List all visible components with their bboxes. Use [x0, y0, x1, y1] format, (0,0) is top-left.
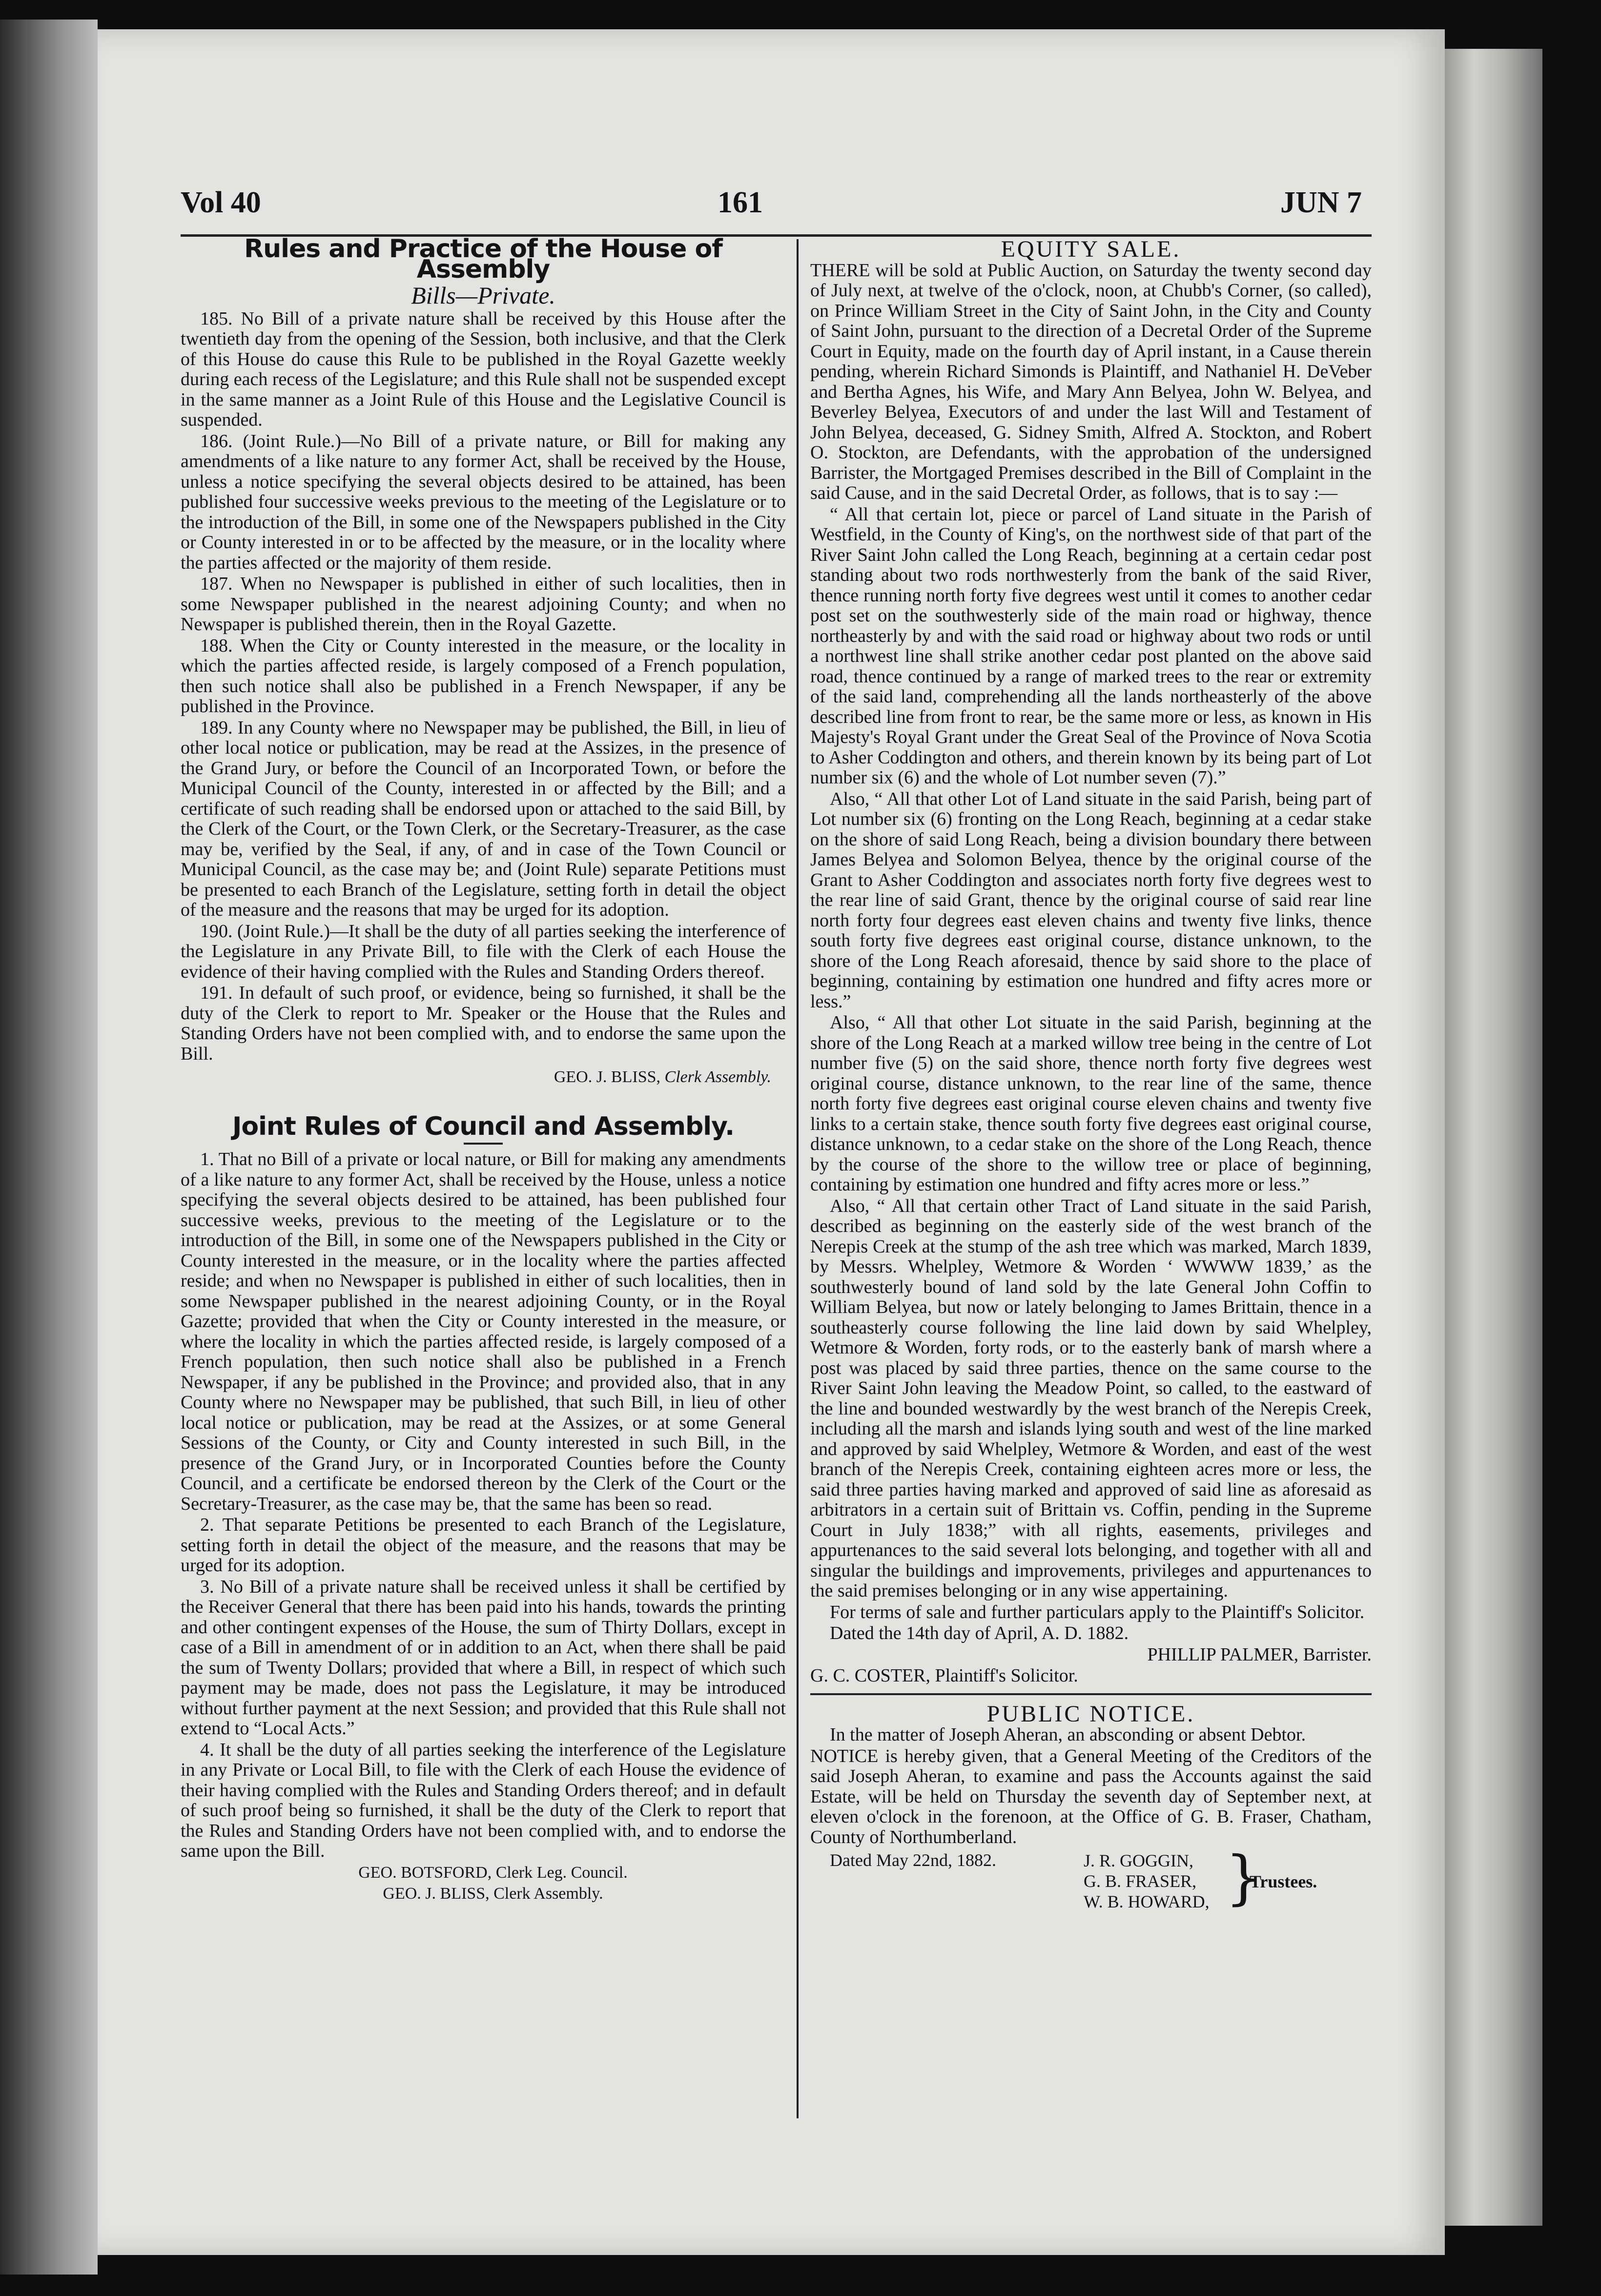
notice-body: NOTICE is hereby given, that a General Meeting of the Creditors of the said Joseph Aheran, to examine and pass the Accounts against the said Estate, will be held on Thursday the seventh day of September next, at eleven o'clock in the forenoon, at the Office of G. B. Fraser, Chatham, County of Northumberland. — [810, 1745, 1372, 1847]
rule-191: 191. In default of such proof, or evidence, being so furnished, it shall be the duty of the Clerk to report to Mr. Speaker or the House that the Rules and Standing Orders have not been complied with, and to endorse the same upon the Bill. — [181, 983, 786, 1064]
joint-rules-title: Joint Rules of Council and Assembly. — [232, 1111, 734, 1141]
book-page-edge-right — [1445, 49, 1542, 2226]
rules-title: Rules and Practice of the House of Assembly — [244, 234, 722, 284]
brace-glyph: } — [1225, 1844, 1263, 1912]
equity-lot-4: Also, “ All that certain other Tract of Land situate in the said Parish, described as beginning on the easterly side of the west branch of the Nerepis Creek at the stump of the ash tree which was marked, March 1839, by Messrs. Whelpley, Wetmore & Worden ‘ WWWW 1839,’ as the southwesterly bound of land sold by the late General John Coffin to William Belyea, but now or lately belonging to James Brittain, thence in a southeasterly course following the line laid down by said Whelpley, Wetmore & Worden, forty rods, or to the easterly bank of marsh where a post was placed by said three parties, thence on the same course to the River Saint John leaving the Meadow Point, so called, to the eastward of the line and bounded westwardly by the west branch of the Nerepis Creek, including all the marsh and islands lying south and west of the line marked and approved by said Whelpley, Wetmore & Worden, and east of the west branch of the Nerepis Creek, containing eighteen acres more or less, the said three parties having marked and approved of said line as aforesaid as arbitrators in a certain suit of Brittain vs. Coffin, pending in the Supreme Court in July 1838;” with all rights, easements, privileges and appurtenances to the said several lots belonging, and together with all and singular the buildings and improvements, privileges and appurtenances to the said premises belonging or in any wise appertaining. — [810, 1195, 1372, 1601]
public-notice-title: PUBLIC NOTICE. — [986, 1701, 1195, 1727]
rule-190: 190. (Joint Rule.)—It shall be the duty of all parties seeking the interference of the Legislature in any Private Bill, to file with the Clerk of each House the evidence of their having complied with the Rules and Standing Orders thereof. — [181, 921, 786, 982]
rule-185: 185. No Bill of a private nature shall be received by this House after the twentieth day from the opening of the Session, both inclusive, and that the Clerk of this House do cause this Rule to be published in the Royal Gazette weekly during each recess of the Legislature; and this Rule shall not be suspended except in the same manner as a Joint Rule of this House and the Legislative Council is suspended. — [181, 308, 786, 430]
rule-186: 186. (Joint Rule.)—No Bill of a private nature, or Bill for making any amendments of a like nature to any former Act, shall be received by the House, unless a notice specifying the several objects desired to be attained, has been published four successive weeks previous to the meeting of the Legislature or to the introduction of the Bill, in some one of the Newspapers published in the City or County interested in or to be affected by the measure, or in the locality where the parties affected or the majority of them reside. — [181, 430, 786, 573]
rules-signature-role: Clerk Assembly. — [664, 1068, 771, 1086]
left-column — [181, 234, 786, 2192]
rule-187: 187. When no Newspaper is published in either of such localities, then in some Newspaper published in the nearest adjoining County; and when no Newspaper is published therein, then in the Royal Gazette. — [181, 574, 786, 635]
rules-subtitle: Bills—Private. — [411, 282, 555, 309]
trustees-role: Trustees. — [1250, 1872, 1317, 1891]
rules-signature-name: GEO. J. BLISS, — [554, 1068, 661, 1086]
rules-signature — [181, 1067, 771, 1087]
rule-188: 188. When the City or County interested in the measure, or the locality in which the parties affected reside, is largely composed of a French population, then such notice shall also be published in a French Newspaper, if any be published in the Province. — [181, 635, 786, 717]
volume-number: Vol 40 — [181, 186, 261, 219]
equity-terms: For terms of sale and further particulars apply to the Plaintiff's Solicitor. — [830, 1601, 1365, 1622]
section-rule — [810, 1693, 1372, 1695]
notice-dated: Dated May 22nd, 1882. — [830, 1850, 996, 1870]
equity-sale-title: EQUITY SALE. — [1001, 236, 1181, 262]
equity-solicitor: G. C. COSTER, Plaintiff's Solicitor. — [810, 1665, 1078, 1686]
equity-barrister: PHILLIP PALMER, Barrister. — [1147, 1644, 1372, 1665]
joint-rule-4: 4. It shall be the duty of all parties seeking the interference of the Legislature in any Private or Local Bill, to file with the Clerk of each House the evidence of their having complied with the Rules and Standing Orders thereof; and in default of such proof being so furnished, it shall be the duty of the Clerk to report that the Rules and Standing Orders have not been complied with, and to endorse the same upon the Bill. — [181, 1739, 786, 1861]
joint-rule-3: 3. No Bill of a private nature shall be received unless it shall be certified by the Receiver General that there has been paid into his hands, towards the printing and other contingent expenses of the House, the sum of Thirty Dollars, except in case of a Bill in amendment of or in addition to an Act, when there shall be paid the sum of Twenty Dollars; provided that where a Bill, in respect of which such payment may be made, does not pass the Legislature, it may be introduced without further payment at the next Session; and provided that this Rule shall not extend to “Local Acts.” — [181, 1576, 786, 1739]
masthead — [181, 176, 1372, 237]
equity-lot-3: Also, “ All that other Lot situate in the said Parish, beginning at the shore of the Long Reach at a marked willow tree being in the centre of Lot number five (5) on the said shore, thence north forty five degrees west original course, distance unknown, to the rear line of the same, thence north forty five degrees east original course eleven chains and twenty five links to a certain stake, thence south forty five degrees east original course, distance unknown, to a cedar stake on the shore of the Long Reach, thence by the course of the shore to the willow tree or place of beginning, containing by estimation one hundred and fifty acres more or less.” — [810, 1012, 1372, 1195]
column-divider — [797, 239, 799, 2118]
equity-intro: THERE will be sold at Public Auction, on Saturday the twenty second day of July next, at twelve of the o'clock, noon, at Chubb's Corner, (so called), on Prince William Street in the City of Saint John, in the City and County of Saint John, pursuant to the direction of a Decretal Order of the Supreme Court in Equity, made on the fourth day of April instant, in a Cause therein pending, wherein Richard Simonds is Plaintiff, and Nathaniel H. DeVeber and Bertha Agnes, his Wife, and Mary Ann Belyea, John W. Belyea, and Beverley Belyea, Executors of and under the last Will and Testament of John Belyea, deceased, G. Sidney Smith, Alfred A. Stockton, and Robert O. Stockton, are Defendants, with the approbation of the undersigned Barrister, the Mortgaged Premises described in the Bill of Complaint in the said Cause, and in the said Decretal Order, as follows, that is to say :— — [810, 260, 1372, 503]
book-spine-left — [0, 20, 98, 2275]
trustee-name: G. B. FRASER, — [1084, 1871, 1197, 1891]
equity-dated: Dated the 14th day of April, A. D. 1882. — [830, 1623, 1129, 1643]
trustee-name: W. B. HOWARD, — [1084, 1892, 1210, 1911]
rule-189: 189. In any County where no Newspaper may be published, the Bill, in lieu of other local notice or publication, may be read at the Assizes, in the presence of the Grand Jury, or before the Council of an Incorporated Town, or before the Municipal Council of the County, interested in or affected by the Bill; and a certificate of such reading shall be endorsed upon or attached to the said Bill, by the Clerk of the Court, or the Town Clerk, or the Secretary-Treasurer, as the case may be, verified by the Seal, if any, of and in case of the Town Council or Municipal Council, as the case may be; and (Joint Rule) separate Petitions must be presented to each Branch of the Legislature, setting forth in detail the object of the measure and the reasons that may be urged for its adoption. — [181, 717, 786, 920]
issue-date: JUN 7 — [1280, 186, 1362, 219]
trustee-names — [1084, 1850, 1210, 1912]
trustees-block — [810, 1844, 1372, 1914]
notice-matter: In the matter of Joseph Aheran, an absconding or absent Debtor. — [830, 1724, 1306, 1745]
equity-lot-2: Also, “ All that other Lot of Land situate in the said Parish, being part of Lot number six (6) fronting on the Long Reach, beginning at a cedar stake on the shore of said Long Reach, being a division boundary there between James Belyea and Solomon Belyea, thence by the original course of the Grant to Asher Coddington and associates north forty five degrees west to the rear line of said Grant, thence by the original course of said rear line north forty four degrees east eleven chains and twenty five links, thence south forty five degrees east original course, distance unknown, to the shore of the Long Reach aforesaid, thence by said shore to the place of beginning, containing by estimation one hundred and fifty acres more or less.” — [810, 788, 1372, 1012]
trustee-name: J. R. GOGGIN, — [1084, 1851, 1193, 1870]
page-number: 161 — [718, 186, 763, 219]
joint-signature-2: GEO. J. BLISS, Clerk Assembly. — [383, 1885, 603, 1903]
equity-lot-1: “ All that certain lot, piece or parcel of Land situate in the Parish of Westfield, in the County of King's, on the northwest side of that part of the River Saint John called the Long Reach, beginning at a certain cedar post standing about two rods northwesterly from the bank of the said River, thence running north forty five degrees west until it comes to another cedar post set on the southwesterly side of the main road or highway, thence northeasterly by and with the said road or highway about two rods or until a northwest line shall strike another cedar post planted on the above said road, thence continued by a range of marked trees to the rear or extremity of the said land, comprehending all the lands northeasterly of the above described line from front to rear, be the same more or less, as known in His Majesty's Royal Grant under the Great Seal of the Province of Nova Scotia to Asher Coddington and others, and therein known by its being part of Lot number six (6) and the whole of Lot number seven (7).” — [810, 504, 1372, 788]
joint-signature-1: GEO. BOTSFORD, Clerk Leg. Council. — [358, 1863, 628, 1882]
title-rule — [464, 1143, 503, 1145]
right-column — [810, 236, 1372, 2192]
joint-rule-2: 2. That separate Petitions be presented to each Branch of the Legislature, setting forth in detail the object of the measure, and the reasons that may be urged for its adoption. — [181, 1515, 786, 1576]
joint-rule-1: 1. That no Bill of a private or local nature, or Bill for making any amendments of a like nature to any former Act, shall be received by the House, unless a notice specifying the several objects desired to be attained, has been published four successive weeks, previous to the meeting of the Legislature or to the introduction of the Bill, in some one of the Newspapers published in the City or County interested in the measure, or in the locality where the parties affected reside; and when no Newspaper is published in either of such localities, then in some Newspaper published in the nearest adjoining County, or in the Royal Gazette; provided that when the City or County interested in the measure, or where the locality in which the parties affected reside, is largely composed of a French population, then such notice shall also be published in a French Newspaper, if any be published in the Province; and provided also, that in any County where no Newspaper may be published, that such Bill, in lieu of other local notice or publication, may be read at the Assizes, or at some General Sessions of the County, or City and County interested in such Bill, in the presence of the Grand Jury, or in Incorporated Counties before the County Council, and a certificate be endorsed thereon by the Clerk of the Court or the Secretary-Treasurer, as the case may be, that the same has been so read. — [181, 1149, 786, 1514]
